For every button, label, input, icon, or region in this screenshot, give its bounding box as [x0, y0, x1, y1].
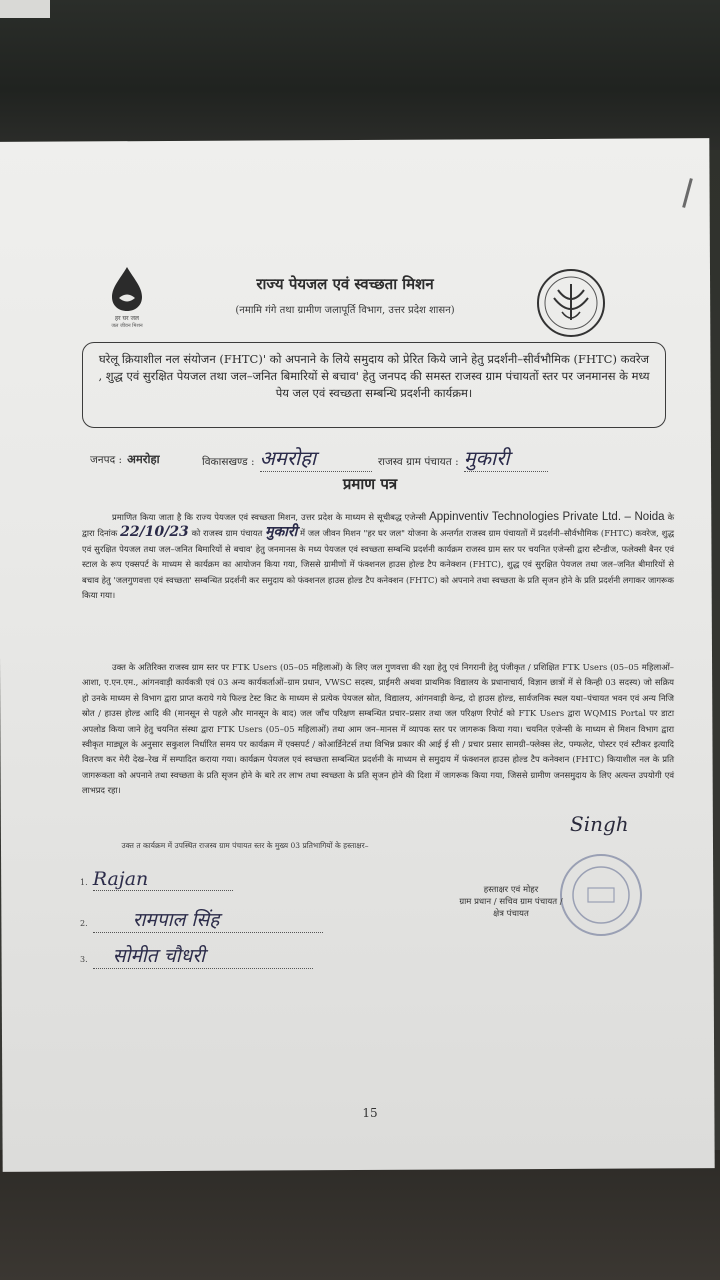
block-value: अमरोहा — [260, 444, 372, 472]
participant-signature-2 — [80, 906, 323, 933]
panchayat-label: राजस्व ग्राम पंचायत : — [378, 456, 459, 468]
mission-title: राज्य पेयजल एवं स्वच्छता मिशन — [256, 275, 434, 293]
certificate-paragraph-2: उक्त के अतिरिक्त राजस्व ग्राम स्तर पर FTK Users (05–05 महिलाओं) के लिए जल गुणवत्ता की रक्षा हेतु एवं निगरानी हेतु पंजीकृत / प्रशिक्षित FTK Users (05–05 महिलाओं–आशा, ए.एन.एम., आंगनवाड़ी कार्यकत्री एवं 03 अन्य कार्यकर्ताओं–ग्राम प्रधान, VWSC सदस्य, प्राईमरी अथवा प्राथमिक विद्यालय के प्रधानाचार्य, विज्ञान छात्रों में से किन्ही 03 सदस्य) जो सक्रिय हो उनके माध्यम से विभाग द्वारा प्राप्त कराये गये फिल्ड टेस्ट किट के माध्यम से प्रत्येक पेयजल स्रोत, विद्यालय, आंगनवाड़ी केन्द्र, दो हाउस होल्ड, सार्वजनिक स्थल यथा–पंचायत भवन एवं अन्य निजि स्रोत / हाउस होल्ड आदि की (मानसून से पहले और मानसून के बाद) जल जाँच परिक्षण सम्बन्धित प्रचार–प्रसार तथा जल परिक्षण रिपोर्ट को FTK Users द्वारा WQMIS Portal पर डाटा अपलोड किया जाने हेतु चयनित संस्था द्वारा FTK Users (05–05 महिलाओं) तथा आम जन–मानस में व्यापक स्तर पर जागरूक किया गया। चयनित एजेन्सी के माध्यम से मिशन विभाग द्वारा स्वीकृत माड्यूल के अनुसार सकुशल निर्धारित समय पर कार्यक्रम में एक्सपर्ट / कोआर्डिनेटर्स तथा विभिन्न प्रकार की आई ई सी / प्रचार प्रसार सामग्री–फ्लेक्स लेट, पम्फलेट, पोस्टर एवं स्टीकर इत्यादि वितरण कर मेरी देख–रेख में सम्पादित कराया गया। कार्यक्रम पेयजल एवं स्वच्छता सम्बन्धित प्रदर्शनी के माध्यम से समुदाय में फंक्शनल हाउस होल्ड टैप कनेक्शन (FHTC) कियाशील नल के प्रति जागरूकता को अपनाने तथा स्वच्छता के प्रति सृजन होने के बारे तर लाभ तथा स्वच्छता के प्रति सृजन होने की दिशा में जागरूक किया गया, जिससे ग्रामीण जनसमुदाय के लिए अत्यन्त उपयोगी एवं लाभप्रद रहा। — [82, 662, 674, 796]
district-field — [90, 448, 160, 467]
up-government-seal-icon — [536, 268, 606, 338]
page-number: 15 — [362, 1106, 378, 1120]
para1-part4: में जल जीवन मिशन "हर घर जल" योजना के अन्तर्गत राजस्व ग्राम पंचायतों में प्रदर्शनी–सौर्वभौमिक (FHTC) कवरेज, शुद्ध एवं सुरक्षित पेयजल तथा जल–जनित बिमारियों से बचाव' हेतु जनमानस के मध्य पेयजल एवं स्वच्छता सम्बन्धि प्रदर्शनी कार्यक्रम राजस्व ग्राम स्तर पर चयनित एजेन्सी द्वारा स्टैन्डीज, फलेक्सी बैनर एवं स्टाल के रूप एक्सपर्ट के माध्यम से कार्यक्रम का आयोजन किया गया, जिससे ग्रामीणों में फंक्शनल हाउस होल्ड टैप कनेक्शन (FHTC), शुद्ध एवं सुरक्षित पेयजल तथा जल–जनित बीमारियों से बचाव हेतु 'जलगुणवत्ता एवं स्वच्छता' सम्बन्धित प्रदर्शनी कर समुदाय को फंक्शनल हाउस होल्ड टैप कनेक्शन (FHTC) को अपनाने तथा स्वच्छता के प्रति सृजन होने के प्रति प्रदर्शनी लगाकर जागरूक किया गया। — [82, 528, 675, 601]
signature-name: सोमीत चौधरी — [93, 942, 313, 969]
program-banner: घरेलू क्रियाशील नल संयोजन (FHTC)' को अपनाने के लिये समुदाय को प्रेरित किये जाने हेतु प्रदर्शनी–सीर्वभौमिक (FHTC) कवरेज , शुद्ध एवं सुरक्षित पेयजल तथा जल–जनित बिमारियों से बचाव' हेतु जनपद की समस्त राजस्व ग्राम पंचायतों स्तर पर जनमानस के मध्य पेय जल एवं स्वच्छता सम्बन्धि प्रदर्शनी कार्यक्रम। — [82, 342, 666, 428]
participant-signature-1 — [80, 868, 233, 891]
para1-agency: Appinventiv Technologies Private Ltd. – Noida — [429, 511, 665, 523]
svg-text:हर घर जल: हर घर जल — [115, 315, 139, 322]
para1-part2: के द्वारा दिनांक — [82, 512, 674, 539]
signature-number: 1. — [80, 878, 88, 887]
block-field — [202, 444, 372, 472]
panchayat-field — [378, 444, 548, 472]
signature-number: 3. — [80, 955, 88, 964]
para1-part3: को राजस्व ग्राम पंचायत — [191, 528, 263, 539]
block-label: विकासखण्ड : — [202, 456, 255, 468]
background-top — [0, 0, 720, 150]
para1-date: 22/10/23 — [120, 524, 189, 541]
participants-note: उक्त त कार्यक्रम में उपस्थित राजस्व ग्राम पंचायत स्तर के मुख्य 03 प्रतिभागियों के हस्ताक्षर– — [121, 841, 369, 850]
svg-text:जल जीवन मिशन: जल जीवन मिशन — [111, 323, 143, 329]
panchayat-value: मुकारी — [464, 444, 548, 472]
district-value: अमरोहा — [127, 452, 160, 466]
mission-subtitle: (नमामि गंगे तथा ग्रामीण जलापूर्ति विभाग, उत्तर प्रदेश शासन) — [235, 305, 455, 316]
participant-signature-3 — [80, 942, 313, 969]
authority-designation: हस्ताक्षर एवं मोहर ग्राम प्रधान / सचिव ग्राम पंचायत / क्षेत्र पंचायत — [459, 885, 563, 919]
signature-name: Rajan — [93, 868, 233, 891]
signature-number: 2. — [80, 919, 88, 928]
certificate-paragraph-1 — [82, 510, 674, 603]
paper-corner — [0, 0, 50, 18]
authority-signature: Singh — [570, 812, 629, 836]
water-drop-logo-icon — [100, 265, 154, 329]
para1-panchayat: मुकारी — [265, 524, 298, 541]
certificate-title: प्रमाण पत्र — [342, 475, 398, 493]
signature-name: रामपाल सिंह — [93, 906, 323, 933]
para1-part1: प्रमाणित किया जाता है कि राज्य पेयजल एवं स्वच्छता मिशन, उत्तर प्रदेश के माध्यम से सूचीबद्ध एजेन्सी — [112, 512, 427, 522]
district-label: जनपद : — [90, 454, 123, 466]
